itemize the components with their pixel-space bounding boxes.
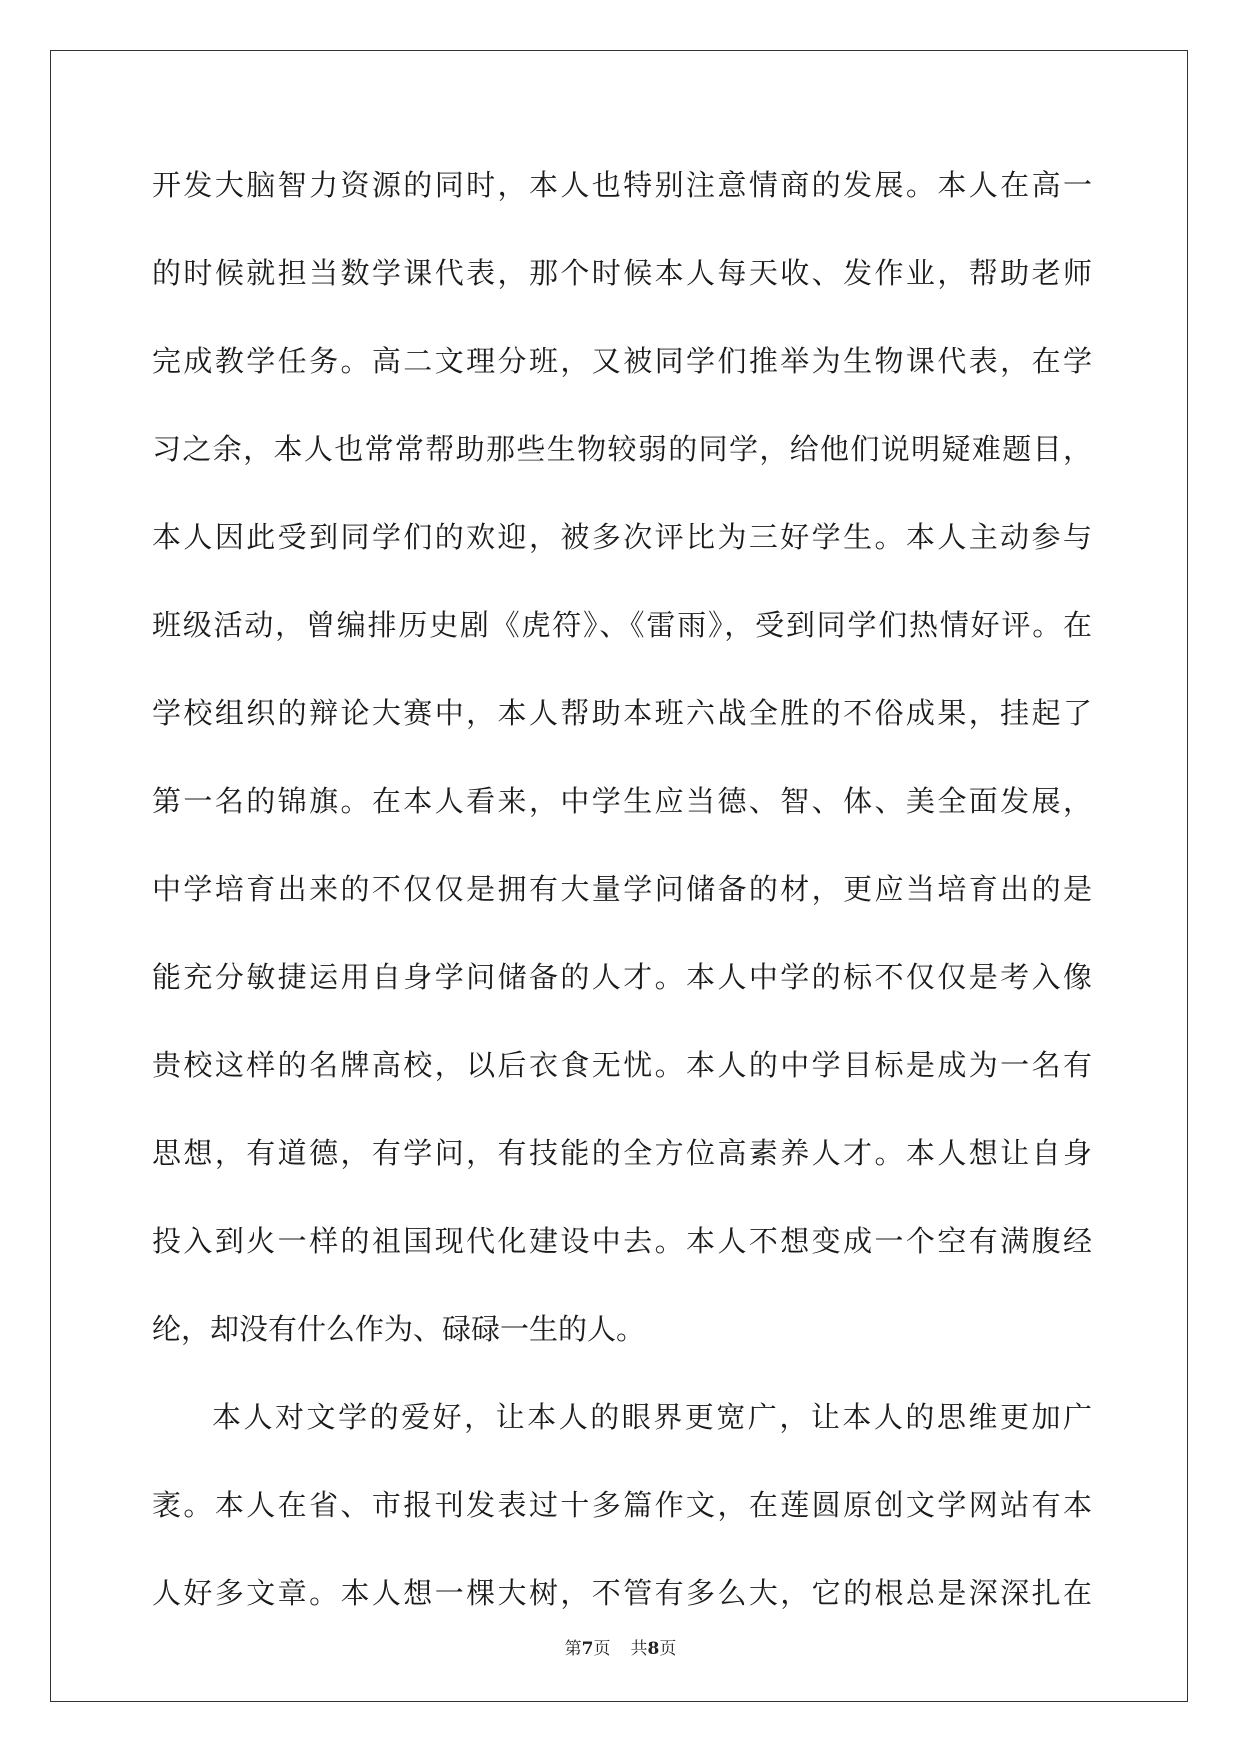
text-line: 完成教学任务。高二文理分班，又被同学们推举为生物课代表，在学 [152,344,1092,378]
text-line: 本人因此受到同学们的欢迎，被多次评比为三好学生。本人主动参与 [152,520,1092,554]
page-current: 7 [581,1639,594,1659]
text-line: 贵校这样的名牌高校，以后衣食无忧。本人的中学目标是成为一名有 [152,1048,1092,1082]
text-line: 开发大脑智力资源的同时，本人也特别注意情商的发展。本人在高一 [152,168,1092,202]
page-footer [0,1634,1241,1659]
text-line: 袤。本人在省、市报刊发表过十多篇作文，在莲圆原创文学网站有本 [152,1488,1092,1522]
total-prefix: 共 [630,1639,648,1659]
text-line: 本人对文学的爱好，让本人的眼界更宽广，让本人的思维更加广 [212,1400,1092,1434]
text-line: 能充分敏捷运用自身学问储备的人才。本人中学的标不仅仅是考入像 [152,960,1092,994]
text-line: 学校组织的辩论大赛中，本人帮助本班六战全胜的不俗成果，挂起了 [152,696,1092,730]
text-line: 思想，有道德，有学问，有技能的全方位高素养人才。本人想让自身 [152,1136,1092,1170]
page-total: 8 [647,1639,660,1659]
text-line: 人好多文章。本人想一棵大树，不管有多么大，它的根总是深深扎在 [152,1576,1092,1610]
text-line: 第一名的锦旗。在本人看来，中学生应当德、智、体、美全面发展， [152,784,1092,818]
page-suffix: 页 [593,1639,611,1659]
text-line: 班级活动，曾编排历史剧《虎符》、《雷雨》，受到同学们热情好评。在 [152,608,1092,642]
total-suffix: 页 [659,1639,677,1659]
page-prefix: 第 [564,1639,582,1659]
text-line: 的时候就担当数学课代表，那个时候本人每天收、发作业，帮助老师 [152,256,1092,290]
body-text [152,162,1092,1658]
text-line: 投入到火一样的祖国现代化建设中去。本人不想变成一个空有满腹经 [152,1224,1092,1258]
text-line: 习之余，本人也常常帮助那些生物较弱的同学，给他们说明疑难题目， [152,432,1092,466]
text-line: 纶，却没有什么作为、碌碌一生的人。 [152,1312,646,1346]
text-line: 中学培育出来的不仅仅是拥有大量学问储备的材，更应当培育出的是 [152,872,1092,906]
